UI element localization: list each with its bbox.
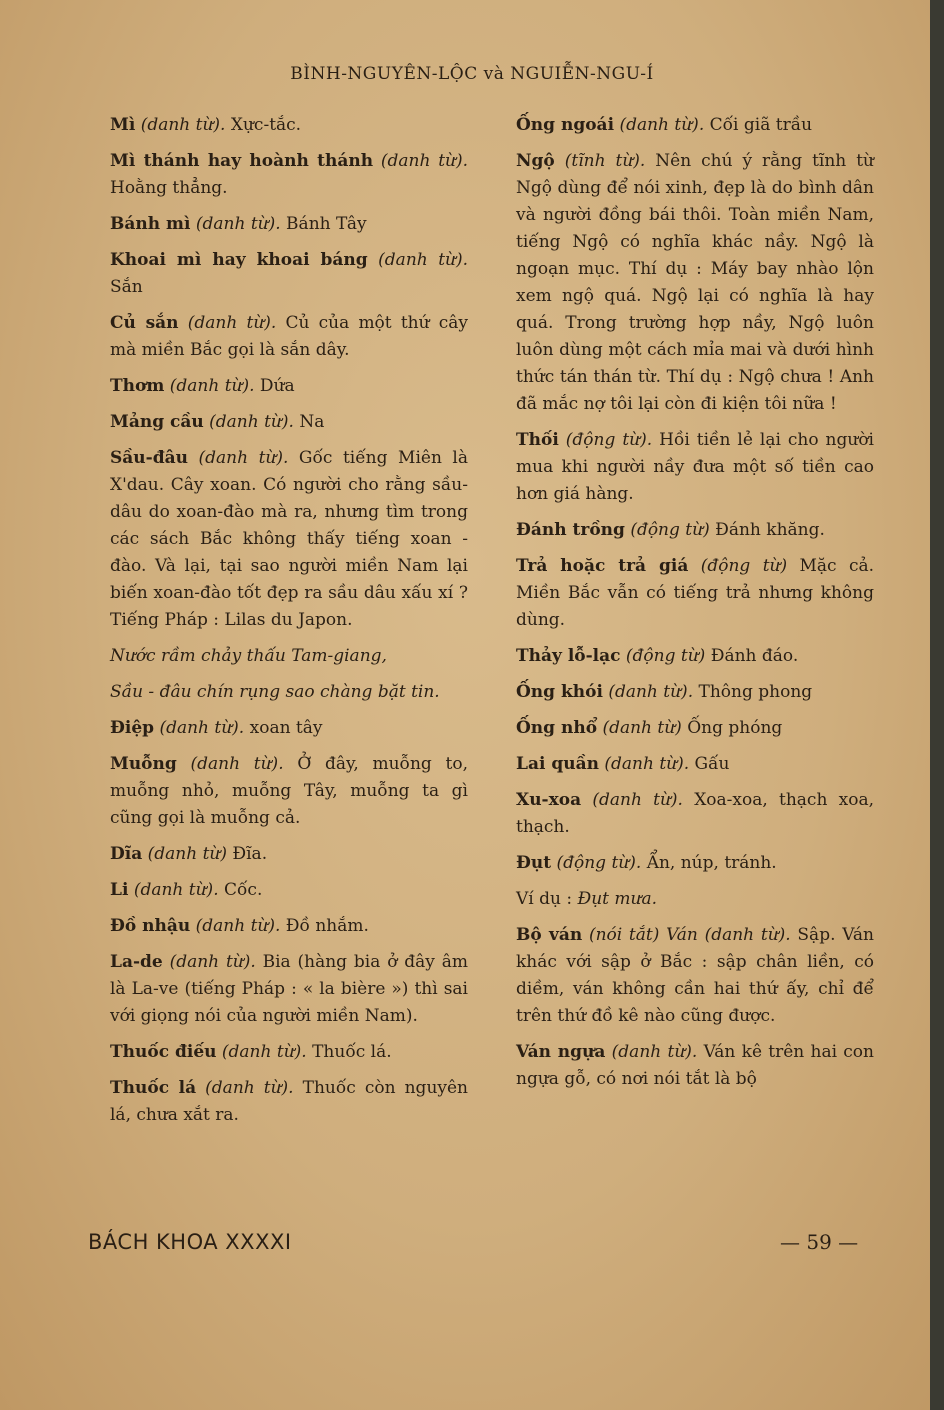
entry-headword: La-de (110, 952, 163, 972)
entry-definition: Xoa-xoa, thạch xoa, thạch. (516, 790, 874, 837)
dictionary-entry (88, 409, 468, 436)
entry-headword: Ống ngoái (516, 115, 615, 135)
entry-headword: Li (110, 880, 129, 900)
dictionary-entry (494, 679, 874, 706)
verse-line: Sầu - đâu chín rụng sao chàng bặt tin. (110, 682, 440, 702)
dictionary-entry (494, 517, 874, 544)
verse-line: Nước rầm chảy thấu Tam-giang, (110, 646, 387, 666)
entry-definition: Đồ nhắm. (280, 916, 369, 936)
entry-part-of-speech: (danh từ). (209, 412, 294, 432)
entry-part-of-speech: (danh từ). (169, 376, 255, 396)
entry-part-of-speech: (danh từ). (169, 952, 256, 972)
entry-part-of-speech: (danh từ). (205, 1078, 294, 1098)
entry-headword: Thối (516, 430, 559, 450)
dictionary-entry (88, 751, 468, 832)
entry-part-of-speech: (danh từ). (140, 115, 226, 135)
entry-definition: Bánh Tây (280, 214, 367, 234)
entry-definition: Củ của một thứ cây mà miền Bắc gọi là sắn dây. (110, 313, 468, 360)
entry-part-of-speech: (danh từ). (190, 754, 284, 774)
entry-definition: Thuốc còn nguyên lá, chưa xắt ra. (110, 1078, 469, 1125)
entry-definition: Đĩa. (227, 844, 268, 864)
running-header: BÌNH-NGUYÊN-LỘC và NGUIỄN-NGU-Í (290, 64, 654, 84)
dictionary-entry (88, 913, 468, 940)
entry-definition: Hồi tiền lẻ lại cho người mua khi người nầy đưa một số tiền cao hơn giá hàng. (516, 430, 874, 504)
entry-definition: Đánh khăng. (709, 520, 825, 540)
entry-headword: Thảy lỗ-lạc (516, 646, 621, 666)
entry-headword: Thuốc lá (110, 1078, 197, 1098)
entry-headword: Đụt (516, 853, 552, 873)
entry-definition: Dứa (254, 376, 295, 396)
entry-headword: Ngộ (516, 151, 555, 171)
entry-headword: Dĩa (110, 844, 143, 864)
entry-part-of-speech: (nói tắt) Ván (danh từ). (588, 925, 791, 945)
entry-headword: Mì thánh hay hoành thánh (110, 151, 374, 171)
entry-headword: Ống nhổ (516, 718, 598, 738)
entry-definition: Sắn (110, 277, 143, 297)
page-number: — 59 — (780, 1230, 859, 1254)
entry-headword: Đồ nhậu (110, 916, 191, 936)
entry-definition: Gốc tiếng Miên là X'dau. Cây xoan. Có người cho rằng sầu-dâu do xoan-đào mà ra, nhưng tìm trong các sách Bắc không thấy tiếng xoan - đào. Và lại, tại sao người miền Nam lại biến xoan-đào tốt đẹp ra sầu dâu xấu xí ? Tiếng Pháp : Lilas du Japon. (110, 448, 468, 630)
entry-part-of-speech: (danh từ). (133, 880, 219, 900)
entry-part-of-speech: (danh từ). (604, 754, 690, 774)
entry-definition: Cối giã trầu (704, 115, 813, 135)
entry-part-of-speech: (danh từ). (608, 682, 694, 702)
entry-part-of-speech: (danh từ). (198, 448, 289, 468)
right-column (494, 112, 874, 1102)
entry-part-of-speech: (danh từ). (592, 790, 683, 810)
entry-part-of-speech: (danh từ) (147, 844, 227, 864)
dictionary-entry (494, 553, 874, 634)
entry-part-of-speech: (động từ) (630, 520, 710, 540)
entry-part-of-speech: (động từ). (565, 430, 653, 450)
entry-part-of-speech: (động từ). (556, 853, 642, 873)
entry-definition: Thông phong (693, 682, 813, 702)
dictionary-entry (88, 841, 468, 868)
entry-definition: xoan tây (244, 718, 323, 738)
entry-headword: Bộ ván (516, 925, 583, 945)
dictionary-entry (88, 949, 468, 1030)
dictionary-entry (494, 715, 874, 742)
entry-definition: Mặc cả. Miền Bắc vẫn có tiếng trả nhưng không dùng. (516, 556, 875, 630)
dictionary-entry (88, 445, 468, 634)
dictionary-entry (88, 148, 468, 202)
example-line (494, 886, 874, 913)
dictionary-entry (88, 112, 468, 139)
dictionary-entry (88, 1039, 468, 1066)
dictionary-entry (88, 1075, 468, 1129)
entry-headword: Sầu-đâu (110, 448, 188, 468)
example-label: Ví dụ : (516, 889, 578, 909)
entry-definition: Xực-tắc. (225, 115, 302, 135)
entry-headword: Ván ngựa (516, 1042, 606, 1062)
entry-headword: Mì (110, 115, 136, 135)
entry-definition: Cốc. (218, 880, 263, 900)
entry-headword: Đánh trồng (516, 520, 625, 540)
magazine-footer: BÁCH KHOA XXXXI (88, 1230, 292, 1254)
entry-headword: Xu-xoa (516, 790, 582, 810)
dictionary-entry (494, 112, 874, 139)
entry-part-of-speech: (tĩnh từ). (564, 151, 646, 171)
entry-definition: Ván kê trên hai con ngựa gỗ, có nơi nói tắt là bộ (516, 1042, 874, 1089)
entry-definition: Ẩn, núp, tránh. (641, 853, 777, 873)
entry-definition: Bia (hàng bia ở đây âm là La-ve (tiếng Pháp : « la bière ») thì sai với giọng nói của người miền Nam). (110, 952, 468, 1026)
left-column (88, 112, 468, 1138)
entry-part-of-speech: (động từ) (700, 556, 788, 576)
dictionary-entry (88, 211, 468, 238)
entry-headword: Củ sắn (110, 313, 179, 333)
dictionary-entry (88, 247, 468, 301)
dictionary-entry (88, 373, 468, 400)
entry-headword: Ống khói (516, 682, 603, 702)
entry-part-of-speech: (danh từ). (619, 115, 705, 135)
entry-part-of-speech: (danh từ). (195, 916, 281, 936)
dictionary-entry (494, 751, 874, 778)
entry-headword: Khoai mì hay khoai báng (110, 250, 368, 270)
example-text: Đụt mưa. (577, 889, 657, 909)
entry-part-of-speech: (danh từ) (602, 718, 682, 738)
entry-part-of-speech: (động từ) (625, 646, 706, 666)
dictionary-entry (494, 643, 874, 670)
entry-part-of-speech: (danh từ). (159, 718, 245, 738)
entry-definition: Thuốc lá. (306, 1042, 392, 1062)
entry-definition: Nên chú ý rằng tĩnh từ Ngộ dùng để nói xinh, đẹp là do bình dân và người đồng bái thôi. Toàn miền Nam, tiếng Ngộ có nghĩa khác nầy. Ngộ là ngoạn mục. Thí dụ : Máy bay nhào lộn xem ngộ quá. Ngộ lại có nghĩa là hay quá. Trong trường hợp nầy, Ngộ luôn luôn dùng một cách mỉa mai và dưới hình thức tán thán từ. Thí dụ : Ngộ chưa ! Anh đã mắc nợ tôi lại còn đi kiện tôi nữa ! (516, 151, 874, 414)
dictionary-entry (494, 850, 874, 877)
dictionary-entry (88, 877, 468, 904)
entry-headword: Lai quần (516, 754, 599, 774)
entry-part-of-speech: (danh từ). (378, 250, 469, 270)
entry-definition: Sập. Ván khác với sập ở Bắc : sập chân liền, có diềm, ván không cần hai thứ ấy, chỉ để trên thứ đồ kê nào cũng được. (516, 925, 874, 1026)
entry-definition: Ống phóng (681, 718, 783, 738)
entry-part-of-speech: (danh từ). (380, 151, 469, 171)
page-edge (930, 0, 944, 1410)
verse-block (88, 643, 468, 706)
entry-headword: Bánh mì (110, 214, 191, 234)
entry-part-of-speech: (danh từ). (187, 313, 277, 333)
entry-headword: Thơm (110, 376, 165, 396)
dictionary-entry (88, 310, 468, 364)
entry-definition: Hoằng thẳng. (110, 178, 228, 198)
dictionary-entry (88, 715, 468, 742)
entry-part-of-speech: (danh từ). (611, 1042, 698, 1062)
entry-definition: Ở đây, muỗng to, muỗng nhỏ, muỗng Tây, muỗng ta gì cũng gọi là muỗng cả. (110, 754, 468, 828)
dictionary-entry (494, 787, 874, 841)
dictionary-entry (494, 427, 874, 508)
entry-definition: Đánh đáo. (705, 646, 799, 666)
dictionary-entry (494, 148, 874, 418)
entry-definition: Gấu (689, 754, 730, 774)
dictionary-entry (494, 1039, 874, 1093)
dictionary-entry (494, 922, 874, 1030)
entry-headword: Muỗng (110, 754, 177, 774)
entry-headword: Trả hoặc trả giá (516, 556, 689, 576)
entry-part-of-speech: (danh từ). (221, 1042, 307, 1062)
entry-part-of-speech: (danh từ). (195, 214, 281, 234)
entry-definition: Na (293, 412, 325, 432)
entry-headword: Thuốc điếu (110, 1042, 217, 1062)
entry-headword: Điệp (110, 718, 155, 738)
entry-headword: Mảng cầu (110, 412, 204, 432)
